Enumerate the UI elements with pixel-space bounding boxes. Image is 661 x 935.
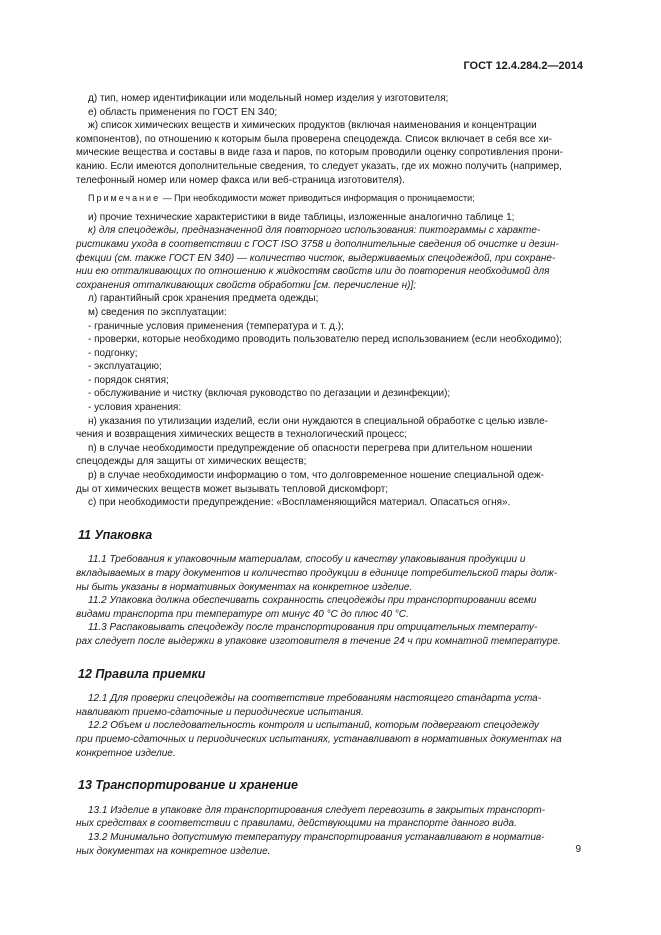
s13-line: 13.1 Изделие в упаковке для транспортирования следует перевозить в закрытых транспорт- [88,804,545,816]
k-line: сохранения отталкивающих свойств обработки [см. перечисление н)]; [76,279,417,291]
sub-item: - условия хранения: [88,402,182,414]
sub-item: - обслуживание и чистку (включая руководство по дегазации и дезинфекции); [88,388,451,400]
list-item-s: с) при необходимости предупреждение: «Воспламеняющийся материал. Опасаться огня». [88,497,511,509]
section-12-body [76,692,584,760]
n-line: н) указания по утилизации изделий, если они нуждаются в специальной обработке с целью извле- [88,415,548,427]
section-11-title: 11 Упаковка [78,527,153,542]
list-item-l: л) гарантийный срок хранения предмета одежды; [88,293,319,305]
p-line: спецодежды для защиты от химических веществ; [76,456,307,468]
section-12-title: 12 Правила приемки [78,666,206,681]
list-item-n [76,415,584,442]
zh-line: мические вещества и составы в виде газа и паров, по которым проводили оценку сопротивления прони- [76,147,563,159]
s11-line: 11.2 Упаковка должна обеспечивать сохранность спецодежды при транспортировании всеми [88,595,537,607]
sub-item: - граничные условия применения (температура и т. д.); [88,320,344,332]
sub-item: - проверки, которые необходимо проводить пользователю перед использованием (если необходимо); [88,334,562,346]
sub-item: - подгонку; [88,347,138,359]
note-text: — При необходимости может приводиться информация о проницаемости; [160,193,475,204]
k-line: ристиками ухода в соответствии с ГОСТ ISO 3758 и дополнительные сведения об очистке и дезин- [76,238,559,250]
note-label: Примечание [88,193,161,204]
k-line: нии ею отталкивающих по отношению к жидкостям свойств или до повторения необходимой для [76,266,550,278]
r-line: р) в случае необходимости информацию о том, что долговременное ношение специальной одеж- [88,470,545,482]
s12-line: 12.2 Объем и последовательность контроля и испытаний, которым подвергают спецодежду [88,720,539,732]
list-item-p [76,442,584,469]
zh-line: ж) список химических веществ и химических продуктов (включая наименования и концентрации [88,120,537,132]
s12-line: навливают приемо-сдаточные и периодические испытания. [76,706,364,718]
s13-line: ных средствах в соответствии с правилами, действующими на транспорте данного вида. [76,818,517,830]
k-line: фекции (см. также ГОСТ EN 340) — количество чисток, выдерживаемых спецодеждой, при сохране- [76,252,556,264]
s11-line: вкладываемых в тару документов и количество продукции в единице потребительской тары долж- [76,568,558,579]
s11-line: рах следует после выдержки в упаковке изготовителя в течение 24 ч при комнатной температуре. [76,635,561,647]
s11-line: 11.3 Распаковывать спецодежду после транспортирования при отрицательных температу- [88,622,538,634]
list-item-d: д) тип, номер идентификации или модельный номер изделия у изготовителя; [88,93,449,104]
list-item-m: м) сведения по эксплуатации: [88,306,227,318]
p-line: п) в случае необходимости предупреждение об опасности перегрева при длительном ношении [88,442,533,454]
sub-item: - порядок снятия; [88,374,169,386]
r-line: ды от химических веществ может вызывать тепловой дискомфорт; [76,483,389,495]
sub-item: - эксплуатацию; [88,361,162,373]
page-number: 9 [575,844,581,855]
list-item-k [76,224,584,292]
list-item-r [76,469,584,496]
page-content [76,92,584,858]
zh-line: компонентов), по отношению к которым была проверена спецодежда. Список включает в себя все хи- [76,133,553,145]
s11-line: ны быть указаны в нормативных документах на конкретное изделие. [76,581,413,593]
zh-line: телефонный номер или номер факса или веб-страница изготовителя). [76,174,405,186]
s13-line: ных документах на конкретное изделие. [76,845,271,857]
s13-line: 13.2 Минимально допустимую температуру транспортирования устанавливают в норматив- [88,831,545,843]
s12-line: конкретное изделие. [76,747,176,759]
section-11-body [76,553,584,648]
document-header: ГОСТ 12.4.284.2—2014 [463,60,583,72]
note [76,192,584,206]
s11-line: 11.1 Требования к упаковочным материалам, способу и качеству упаковывания продукции и [88,554,526,566]
section-13-title: 13 Транспортирование и хранение [78,778,298,793]
k-line: к) для спецодежды, предназначенной для повторного использования: пиктограммы с характе- [88,225,541,237]
list-item-e: е) область применения по ГОСТ EN 340; [88,106,278,118]
s12-line: 12.1 Для проверки спецодежды на соответствие требованиям настоящего стандарта уста- [88,693,542,705]
zh-line: канию. Если имеются дополнительные сведения, то следует указать, где их можно получить (например, [76,160,562,172]
list-item-zh [76,119,584,187]
s12-line: при приемо-сдаточных и периодических испытаниях, устанавливают в нормативных документах на [76,733,562,745]
n-line: чения и возвращения химических веществ в технологический процесс; [76,429,407,441]
section-13-body [76,804,584,858]
list-item-i: и) прочие технические характеристики в виде таблицы, изложенные аналогично таблице 1; [88,211,515,223]
s11-line: видами транспорта при температуре от минус 40 °С до плюс 40 °С. [76,608,409,620]
